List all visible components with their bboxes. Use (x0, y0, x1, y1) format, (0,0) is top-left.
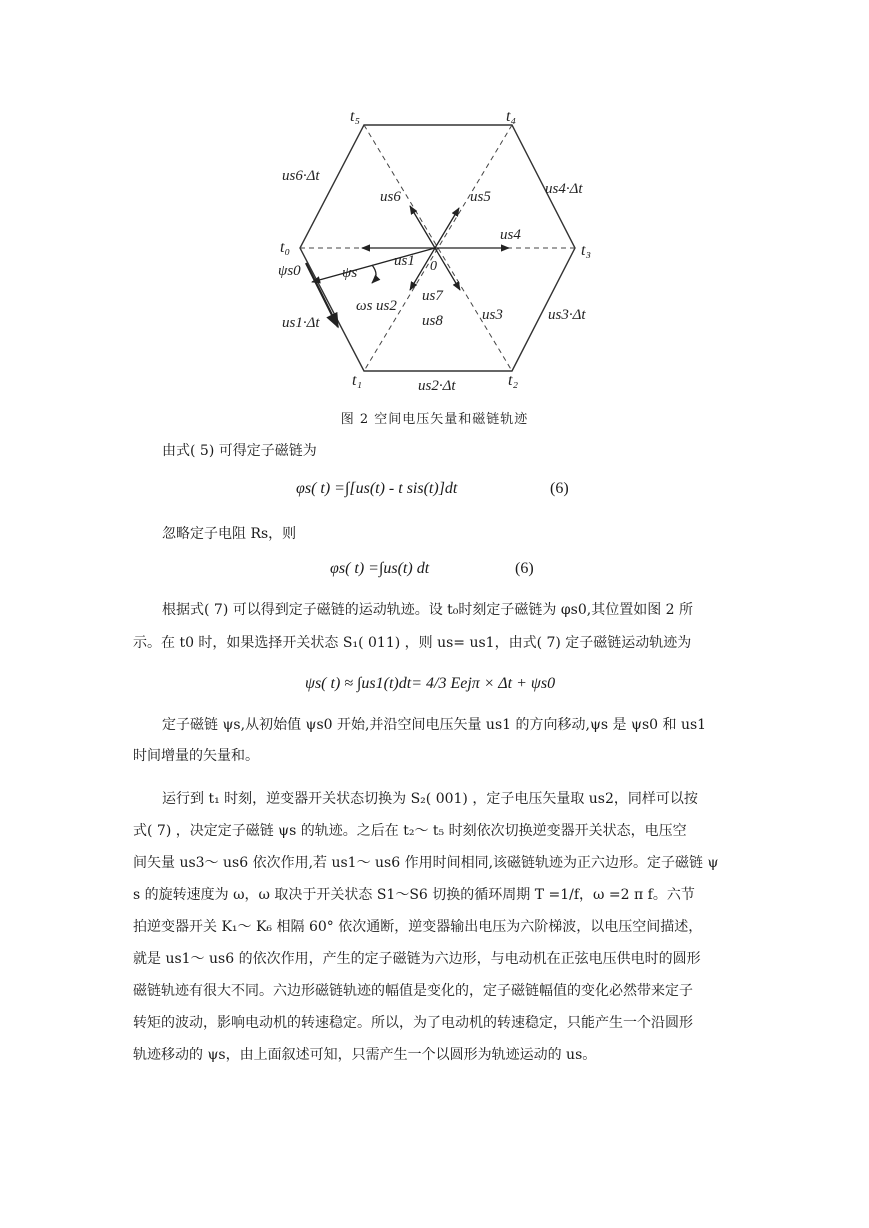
label-us8: us8 (422, 313, 443, 329)
equation-2: φs( t) =∫us(t) dt (330, 560, 430, 577)
label-edge-bottom: us2·Δt (418, 378, 456, 394)
paragraph-3-line-2: 示。在 t0 时，如果选择开关状态 S₁( 011) ，则 us= us1，由式( 7) 定子磁链运动轨迹为 (133, 635, 692, 651)
label-edge-bottom-right: us3·Δt (548, 307, 586, 323)
label-us5: us5 (470, 189, 491, 205)
label-t2: t₂ (508, 372, 519, 389)
paragraph-4-line-1: 定子磁链 ψs,从初始值 ψs0 开始,并沿空间电压矢量 us1 的方向移动,ψs 是 ψs0 和 us1 (162, 717, 707, 733)
equation-1-number: (6) (550, 480, 569, 497)
label-us7: us7 (422, 288, 443, 304)
label-psi-s0: ψs0 (278, 263, 301, 279)
label-edge-top-right: us4·Δt (545, 181, 583, 197)
label-us3: us3 (482, 307, 503, 323)
label-omega-s: ωs (356, 298, 373, 314)
label-t5: t₅ (350, 108, 361, 125)
label-us2: us2 (376, 298, 397, 314)
paragraph-5-line-2: 式( 7) ，决定定子磁链 ψs 的轨迹。之后在 t₂～ t₅ 时刻依次切换逆变器开关状态，电压空 (133, 823, 687, 839)
label-t1: t₁ (352, 372, 363, 389)
hexagon-diagram (272, 105, 612, 400)
label-origin: 0 (430, 259, 437, 274)
paragraph-5-line-5: 拍逆变器开关 K₁～ K₆ 相隔 60° 依次通断，逆变器输出电压为六阶梯波，以电压空间描述， (133, 919, 703, 935)
label-us4: us4 (500, 227, 521, 243)
paragraph-5-line-4: s 的旋转速度为 ω，ω 取决于开关状态 S1～S6 切换的循环周期 T =1/f，ω =2 π f。六节 (133, 887, 695, 903)
equation-2-number: (6) (515, 560, 534, 577)
label-us1: us1 (394, 253, 415, 269)
label-t3: t₃ (581, 242, 592, 259)
paragraph-1: 由式( 5) 可得定子磁链为 (162, 443, 317, 459)
paragraph-2: 忽略定子电阻 Rs，则 (162, 526, 297, 542)
equation-1: φs( t) =∫[us(t) - t sis(t)]dt (296, 480, 458, 497)
label-psi-s: ψs (342, 265, 358, 281)
equation-3: ψs( t) ≈ ∫us1(t)dt= 4/3 Eejπ × Δt + ψs0 (305, 675, 556, 692)
paragraph-5-line-3: 间矢量 us3～ us6 依次作用,若 us1～ us6 作用时间相同,该磁链轨迹为正六边形。定子磁链 ψ (133, 855, 719, 871)
label-edge-bottom-left: us1·Δt (282, 315, 320, 331)
vector-us6 (410, 206, 435, 248)
paragraph-5-line-9: 轨迹移动的 ψs，由上面叙述可知，只需产生一个以圆形为轨迹运动的 us。 (133, 1047, 597, 1063)
paragraph-5-line-6: 就是 us1～ us6 的依次作用，产生的定子磁链为六边形，与电动机在正弦电压供电时的圆形 (133, 951, 701, 967)
vector-psi-s (312, 248, 435, 282)
label-edge-top-left: us6·Δt (282, 168, 320, 184)
paragraph-4-line-2: 时间增量的矢量和。 (133, 748, 259, 764)
figure-caption: 图 2 空间电压矢量和磁链轨迹 (340, 412, 529, 427)
paragraph-5-line-8: 转矩的波动，影响电动机的转速稳定。所以，为了电动机的转速稳定，只能产生一个沿圆形 (133, 1015, 693, 1031)
vector-us3 (435, 248, 460, 290)
paragraph-3-line-1: 根据式( 7) 可以得到定子磁链的运动轨迹。设 t₀时刻定子磁链为 φs0,其位置如图 2 所 (162, 602, 694, 618)
label-t0: t₀ (280, 239, 291, 256)
paragraph-5-line-1: 运行到 t₁ 时刻，逆变器开关状态切换为 S₂( 001) ，定子电压矢量取 us2，同样可以按 (162, 791, 698, 807)
paragraph-5-line-7: 磁链轨迹有很大不同。六边形磁链轨迹的幅值是变化的，定子磁链幅值的变化必然带来定子 (133, 983, 693, 999)
label-us6: us6 (380, 189, 401, 205)
rotation-arc (372, 265, 376, 283)
label-t4: t₄ (506, 108, 517, 125)
vector-us5 (435, 208, 459, 248)
